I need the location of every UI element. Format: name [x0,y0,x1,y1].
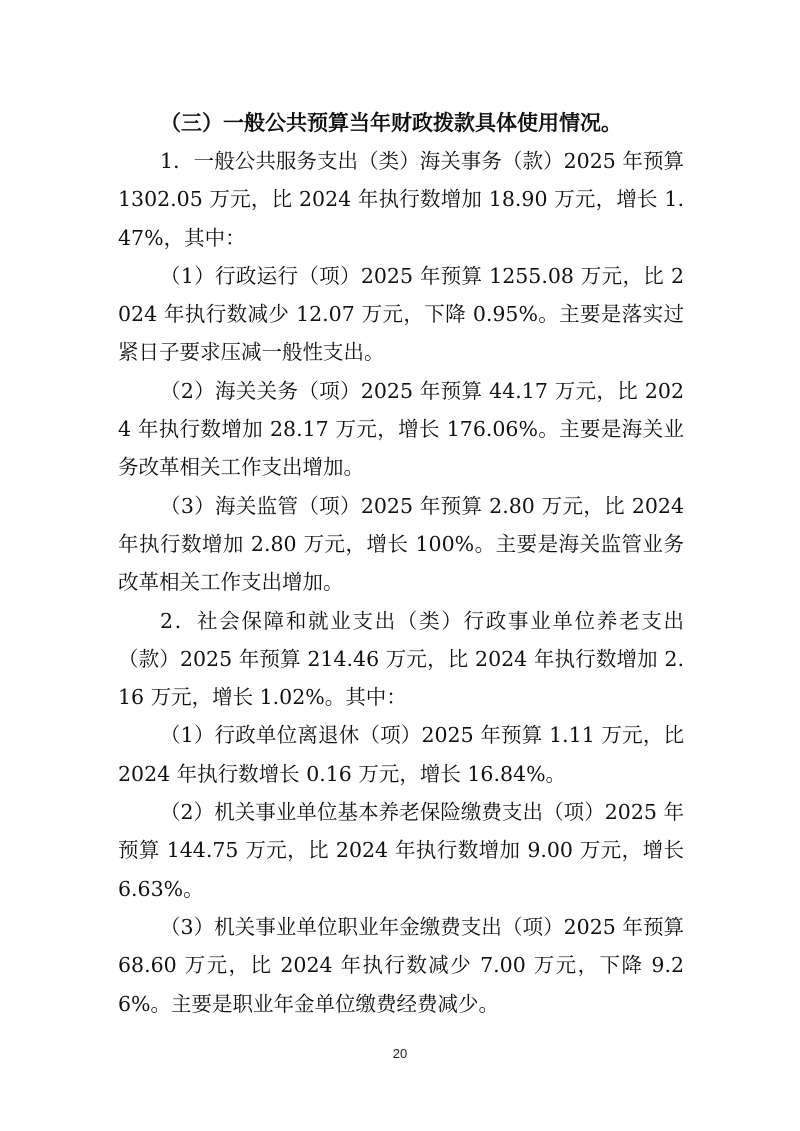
paragraph-administrative-operation: （1）行政运行（项）2025 年预算 1255.08 万元，比 2024 年执行数减少 12.07 万元，下降 0.95%。主要是落实过紧日子要求压减一般性支出。 [118,263,684,365]
paragraph-customs-affairs: （2）海关关务（项）2025 年预算 44.17 万元，比 2024 年执行数增加 28.17 万元，增长 176.06%。主要是海关业务改革相关工作支出增加。 [118,378,684,480]
paragraph-social-security: 2．社会保障和就业支出（类）行政事业单位养老支出（款）2025 年预算 214.46 万元，比 2024 年执行数增加 2.16 万元，增长 1.02%。其中： [118,608,684,710]
paragraph-basic-pension-insurance: （2）机关事业单位基本养老保险缴费支出（项）2025 年预算 144.75 万元，比 2024 年执行数增加 9.00 万元，增长 6.63%。 [118,800,684,901]
section-heading: （三）一般公共预算当年财政拨款具体使用情况。 [160,111,622,135]
page-content [118,104,684,1023]
paragraph-occupational-annuity: （3）机关事业单位职业年金缴费支出（项）2025 年预算 68.60 万元，比 2024 年执行数减少 7.00 万元，下降 9.26%。主要是职业年金单位缴费经费减少。 [118,914,684,1016]
page-number: 20 [392,1046,408,1061]
paragraph-general-public-services: 1．一般公共服务支出（类）海关事务（款）2025 年预算 1302.05 万元，比 2024 年执行数增加 18.90 万元，增长 1.47%，其中： [118,149,684,250]
paragraph-customs-supervision: （3）海关监管（项）2025 年预算 2.80 万元，比 2024 年执行数增加 2.80 万元，增长 100%。主要是海关监管业务改革相关工作支出增加。 [118,493,684,595]
paragraph-retirement: （1）行政单位离退休（项）2025 年预算 1.11 万元，比 2024 年执行数增长 0.16 万元，增长 16.84%。 [118,723,684,786]
